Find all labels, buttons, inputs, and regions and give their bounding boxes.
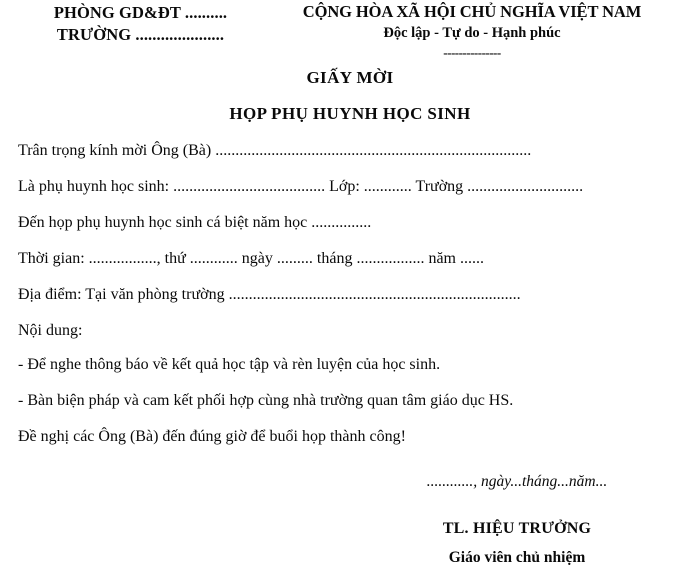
signature-role: TL. HIỆU TRƯỞNG: [442, 520, 592, 537]
header-right-national-heading: [262, 1, 682, 61]
header-divider-dashes: ---------------: [443, 45, 501, 60]
field-student-class-school: Là phụ huynh học sinh: ...................................... Lớp: ............ Trường .............................: [18, 178, 584, 195]
page-subtitle: HỌP PHỤ HUYNH HỌC SINH: [229, 104, 471, 123]
field-time: Thời gian: ................., thứ ............ ngày ......... tháng ................. năm ......: [18, 250, 484, 267]
field-location: Địa điểm: Tại văn phòng trường .........................................................................: [18, 286, 521, 303]
signature-block: [352, 472, 682, 568]
content-item-1: - Để nghe thông báo về kết quả học tập và rèn luyện của học sinh.: [18, 356, 441, 373]
header-left-organization: [18, 2, 263, 46]
content-section-label: Nội dung:: [18, 322, 83, 339]
national-title: CỘNG HÒA XÃ HỘI CHỦ NGHĨA VIỆT NAM: [302, 2, 642, 21]
signature-person-title: Giáo viên chủ nhiệm: [448, 549, 586, 566]
field-meeting-purpose: Đến họp phụ huynh học sinh cá biệt năm học ...............: [18, 214, 372, 231]
header-department-line: PHÒNG GD&ĐT ..........: [53, 3, 228, 22]
document-body: [18, 141, 678, 463]
national-motto: Độc lập - Tự do - Hạnh phúc: [383, 25, 561, 41]
page-title: GIẤY MỜI: [306, 68, 394, 87]
header-school-line: TRƯỜNG .....................: [56, 25, 225, 44]
document-header: [0, 0, 700, 62]
field-invitee: Trân trọng kính mời Ông (Bà) ...............................................................................: [18, 142, 532, 159]
signature-date-line: ............, ngày...tháng...năm...: [426, 473, 608, 490]
closing-request: Đề nghị các Ông (Bà) đến đúng giờ để buổi họp thành công!: [18, 428, 406, 445]
content-item-2: - Bàn biện pháp và cam kết phối hợp cùng nhà trường quan tâm giáo dục HS.: [18, 392, 514, 409]
